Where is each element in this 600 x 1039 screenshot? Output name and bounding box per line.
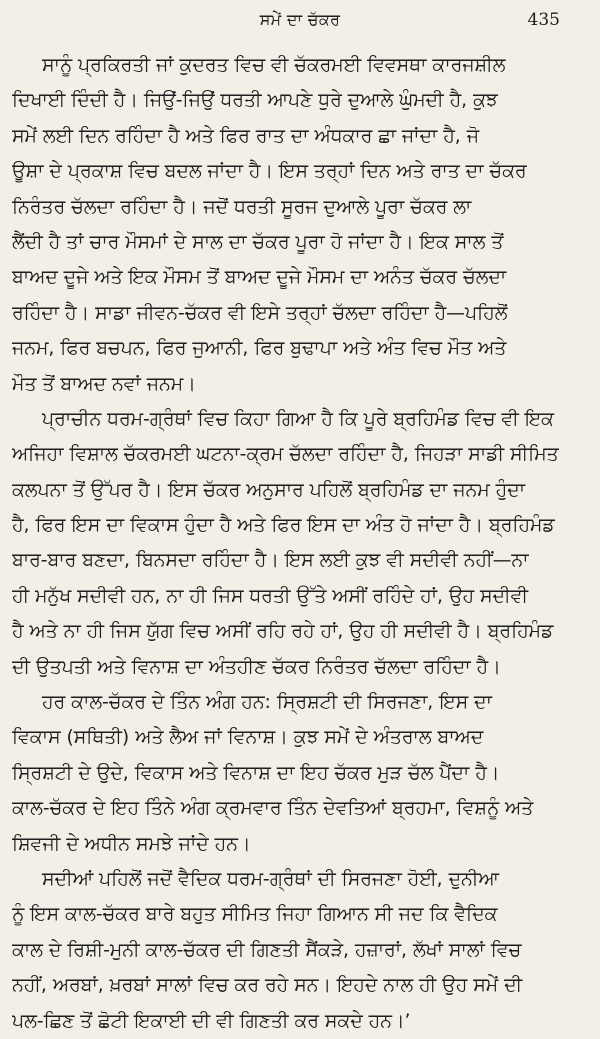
text-line: ਕਲਪਨਾ ਤੋਂ ਉੱਪਰ ਹੈ। ਇਸ ਚੱਕਰ ਅਨੁਸਾਰ ਪਹਿਲੋਂ ਬ੍ਰਹਿਮੰਡ ਦਾ ਜਨਮ ਹੁੰਦਾ — [12, 479, 525, 501]
body-text — [12, 48, 592, 1039]
page-header — [0, 8, 600, 38]
text-line: ਦਿਖਾਈ ਦਿੰਦੀ ਹੈ। ਜਿਉਂ-ਜਿਉਂ ਧਰਤੀ ਆਪਣੇ ਧੁਰੇ ਦੁਆਲੇ ਘੁੰਮਦੀ ਹੈ, ਕੁਝ — [12, 90, 498, 112]
text-line: ਕਾਲ ਦੇ ਰਿਸ਼ੀ-ਮੁਨੀ ਕਾਲ-ਚੱਕਰ ਦੀ ਗਿਣਤੀ ਸੈਂਕੜੇ, ਹਜ਼ਾਰਾਂ, ਲੱਖਾਂ ਸਾਲਾਂ ਵਿਚ — [12, 939, 522, 961]
paragraph — [12, 862, 592, 1039]
text-line: ਹਰ ਕਾਲ-ਚੱਕਰ ਦੇ ਤਿੰਨ ਅੰਗ ਹਨ: ਸ੍ਰਿਸ਼ਟੀ ਦੀ ਸਿਰਜਣਾ, ਇਸ ਦਾ — [42, 692, 492, 714]
text-line: ਕਾਲ-ਚੱਕਰ ਦੇ ਇਹ ਤਿੰਨੇ ਅੰਗ ਕ੍ਰਮਵਾਰ ਤਿੰਨ ਦੇਵਤਿਆਂ ਬ੍ਰਹਮਾ, ਵਿਸ਼ਨੂੰ ਅਤੇ — [12, 798, 534, 820]
text-line: ਹੈ ਅਤੇ ਨਾ ਹੀ ਜਿਸ ਯੁੱਗ ਵਿਚ ਅਸੀਂ ਰਹਿ ਰਹੇ ਹਾਂ, ਉਹ ਹੀ ਸਦੀਵੀ ਹੈ। ਬ੍ਰਹਿਮੰਡ — [12, 621, 554, 643]
text-line: ਊਸ਼ਾ ਦੇ ਪ੍ਰਕਾਸ਼ ਵਿਚ ਬਦਲ ਜਾਂਦਾ ਹੈ। ਇਸ ਤਰ੍ਹਾਂ ਦਿਨ ਅਤੇ ਰਾਤ ਦਾ ਚੱਕਰ — [12, 161, 527, 183]
paragraph — [12, 48, 592, 402]
page-number: 435 — [527, 10, 560, 30]
running-title: ਸਮੇਂ ਦਾ ਚੱਕਰ — [259, 10, 341, 29]
text-line: ਲੈਂਦੀ ਹੈ ਤਾਂ ਚਾਰ ਮੌਸਮਾਂ ਦੇ ਸਾਲ ਦਾ ਚੱਕਰ ਪੂਰਾ ਹੋ ਜਾਂਦਾ ਹੈ। ਇਕ ਸਾਲ ਤੋਂ — [12, 231, 504, 253]
text-line: ਜਨਮ, ਫਿਰ ਬਚਪਨ, ਫਿਰ ਜੁਆਨੀ, ਫਿਰ ਬੁਢਾਪਾ ਅਤੇ ਅੰਤ ਵਿਚ ਮੌਤ ਅਤੇ — [12, 338, 507, 360]
text-line: ਦੀ ਉਤਪਤੀ ਅਤੇ ਵਿਨਾਸ਼ ਦਾ ਅੰਤਹੀਣ ਚੱਕਰ ਨਿਰੰਤਰ ਚੱਲਦਾ ਰਹਿੰਦਾ ਹੈ। — [12, 656, 501, 678]
text-line: ਸ਼ਿਵਜੀ ਦੇ ਅਧੀਨ ਸਮਝੇ ਜਾਂਦੇ ਹਨ। — [12, 833, 251, 855]
text-line: ਬਾਰ-ਬਾਰ ਬਣਦਾ, ਬਿਨਸਦਾ ਰਹਿੰਦਾ ਹੈ। ਇਸ ਲਈ ਕੁਝ ਵੀ ਸਦੀਵੀ ਨਹੀਂ—ਨਾ — [12, 550, 529, 572]
text-line: ਹੀ ਮਨੁੱਖ ਸਦੀਵੀ ਹਨ, ਨਾ ਹੀ ਜਿਸ ਧਰਤੀ ਉੱਤੇ ਅਸੀਂ ਰਹਿੰਦੇ ਹਾਂ, ਉਹ ਸਦੀਵੀ — [12, 585, 529, 607]
text-line: ਮੌਤ ਤੋਂ ਬਾਅਦ ਨਵਾਂ ਜਨਮ। — [12, 373, 196, 395]
text-line: ਸ੍ਰਿਸ਼ਟੀ ਦੇ ਉਦੇ, ਵਿਕਾਸ ਅਤੇ ਵਿਨਾਸ਼ ਦਾ ਇਹ ਚੱਕਰ ਮੁੜ ਚੱਲ ਪੈਂਦਾ ਹੈ। — [12, 762, 500, 784]
text-line: ਹੈ, ਫਿਰ ਇਸ ਦਾ ਵਿਕਾਸ ਹੁੰਦਾ ਹੈ ਅਤੇ ਫਿਰ ਇਸ ਦਾ ਅੰਤ ਹੋ ਜਾਂਦਾ ਹੈ। ਬ੍ਰਹਿਮੰਡ — [12, 515, 555, 537]
text-line: ਸਾਨੂੰ ਪ੍ਰਕਿਰਤੀ ਜਾਂ ਕੁਦਰਤ ਵਿਚ ਵੀ ਚੱਕਰਮਈ ਵਿਵਸਥਾ ਕਾਰਜਸ਼ੀਲ — [42, 55, 506, 76]
text-line: ਨਹੀਂ, ਅਰਬਾਂ, ਖ਼ਰਬਾਂ ਸਾਲਾਂ ਵਿਚ ਕਰ ਰਹੇ ਸਨ। ਇਹਦੇ ਨਾਲ ਹੀ ਉਹ ਸਮੇਂ ਦੀ — [12, 975, 523, 997]
paragraph — [12, 402, 592, 685]
paragraph — [12, 685, 592, 862]
text-line: ਵਿਕਾਸ (ਸਥਿਤੀ) ਅਤੇ ਲੈਅ ਜਾਂ ਵਿਨਾਸ਼। ਕੁਝ ਸਮੇਂ ਦੇ ਅੰਤਰਾਲ ਬਾਅਦ — [12, 727, 484, 749]
text-line: ਪਲ-ਛਿਣ ਤੋਂ ਛੋਟੀ ਇਕਾਈ ਦੀ ਵੀ ਗਿਣਤੀ ਕਰ ਸਕਦੇ ਹਨ।’ — [12, 1010, 411, 1032]
text-line: ਬਾਅਦ ਦੂਜੇ ਅਤੇ ਇਕ ਮੌਸਮ ਤੋਂ ਬਾਅਦ ਦੂਜੇ ਮੌਸਮ ਦਾ ਅਨੰਤ ਚੱਕਰ ਚੱਲਦਾ — [12, 267, 507, 289]
text-line: ਨਿਰੰਤਰ ਚੱਲਦਾ ਰਹਿੰਦਾ ਹੈ। ਜਦੋਂ ਧਰਤੀ ਸੂਰਜ ਦੁਆਲੇ ਪੂਰਾ ਚੱਕਰ ਲਾ — [12, 196, 472, 218]
text-line: ਨੂੰ ਇਸ ਕਾਲ-ਚੱਕਰ ਬਾਰੇ ਬਹੁਤ ਸੀਮਿਤ ਜਿਹਾ ਗਿਆਨ ਸੀ ਜਦ ਕਿ ਵੈਦਿਕ — [12, 904, 498, 926]
text-line: ਅਜਿਹਾ ਵਿਸ਼ਾਲ ਚੱਕਰਮਈ ਘਟਨਾ-ਕ੍ਰਮ ਚੱਲਦਾ ਰਹਿੰਦਾ ਹੈ, ਜਿਹੜਾ ਸਾਡੀ ਸੀਮਿਤ — [12, 444, 559, 466]
text-line: ਰਹਿੰਦਾ ਹੈ। ਸਾਡਾ ਜੀਵਨ-ਚੱਕਰ ਵੀ ਇਸੇ ਤਰ੍ਹਾਂ ਚੱਲਦਾ ਰਹਿੰਦਾ ਹੈ—ਪਹਿਲੋਂ — [12, 302, 508, 324]
text-line: ਪ੍ਰਾਚੀਨ ਧਰਮ-ਗ੍ਰੰਥਾਂ ਵਿਚ ਕਿਹਾ ਗਿਆ ਹੈ ਕਿ ਪੂਰੇ ਬ੍ਰਹਿਮੰਡ ਵਿਚ ਵੀ ਇਕ — [42, 408, 554, 430]
text-line: ਸਦੀਆਂ ਪਹਿਲੋਂ ਜਦੋਂ ਵੈਦਿਕ ਧਰਮ-ਗ੍ਰੰਥਾਂ ਦੀ ਸਿਰਜਣਾ ਹੋਈ, ਦੁਨੀਆ — [42, 868, 499, 890]
text-line: ਸਮੇਂ ਲਈ ਦਿਨ ਰਹਿੰਦਾ ਹੈ ਅਤੇ ਫਿਰ ਰਾਤ ਦਾ ਅੰਧਕਾਰ ਛਾ ਜਾਂਦਾ ਹੈ, ਜੋ — [12, 125, 479, 147]
